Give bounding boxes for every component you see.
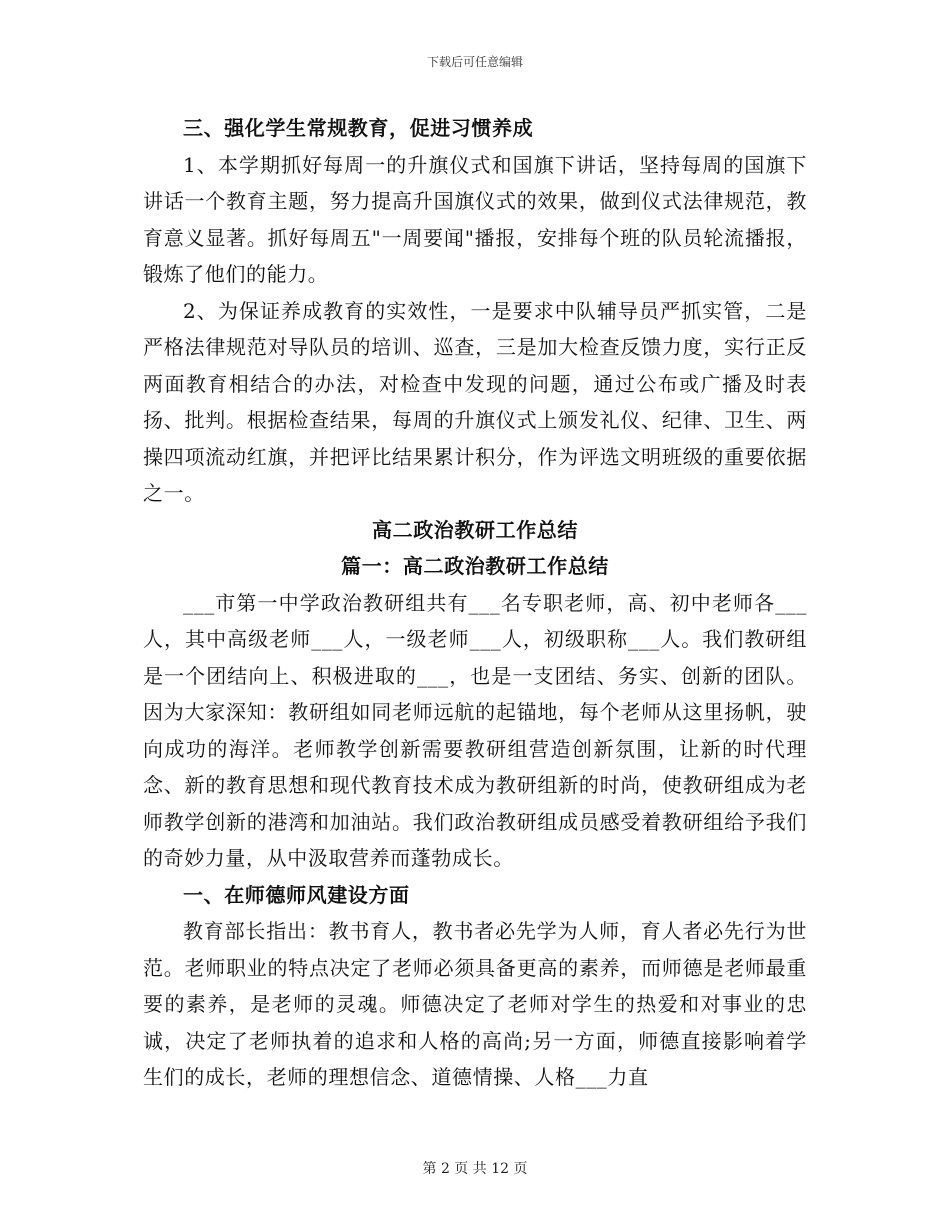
- paragraph-group-intro: ___市第一中学政治教研组共有___名专职老师，高、初中老师各___人，其中高级老师___人，一级老师___人，初级职称___人。我们教研组是一个团结向上、积极进取的___，也是一支团结、务实、创新的团队。因为大家深知：教研组如同老师远航的起锚地，每个老师从这里扬帆，驶向成功的海洋。老师教学创新需要教研组营造创新氛围，让新的时代理念、新的教育思想和现代教育技术成为教研组新的时尚，使教研组成为老师教学创新的港湾和加油站。我们政治教研组成员感受着教研组给予我们的奇妙力量，从中汲取营养而蓬勃成长。: [143, 590, 807, 870]
- paragraph-habit-education: 2、为保证养成教育的实效性，一是要求中队辅导员严抓实管，二是严格法律规范对导队员的培训、巡查，三是加大检查反馈力度，实行正反两面教育相结合的办法，对检查中发现的问题，通过公布或广播及时表扬、批判。根据检查结果，每周的升旗仪式上颁发礼仪、纪律、卫生、两操四项流动红旗，并把评比结果累计积分，作为评选文明班级的重要依据之一。: [143, 298, 807, 505]
- document-body: [143, 110, 807, 1096]
- document-title: 高二政治教研工作总结: [372, 517, 578, 542]
- paragraph-teacher-ethics: 教育部长指出：教书育人，教书者必先学为人师，育人者必先行为世范。老师职业的特点决定了老师必须具备更高的素养，而师德是老师最重要的素养，是老师的灵魂。师德决定了老师对学生的热爱和对事业的忠诚，决定了老师执着的追求和人格的高尚;另一方面，师德直接影响着学生们的成长，老师的理想信念、道德情操、人格___力直: [143, 919, 807, 1089]
- section-heading-ethics: 一、在师德师风建设方面: [183, 882, 410, 907]
- chapter-title: 篇一：高二政治教研工作总结: [341, 554, 609, 578]
- page-header-note: 下载后可任意编辑: [426, 55, 523, 69]
- page-number: 第 2 页 共 12 页: [422, 1161, 528, 1177]
- paragraph-flag-ceremony: 1、本学期抓好每周一的升旗仪式和国旗下讲话，坚持每周的国旗下讲话一个教育主题，努力提高升国旗仪式的效果，做到仪式法律规范，教育意义显著。抓好每周五"一周要闻"播报，安排每个班的队员轮流播报，锻炼了他们的能力。: [143, 152, 807, 286]
- section-heading-habits: 三、强化学生常规教育，促进习惯养成: [183, 116, 534, 140]
